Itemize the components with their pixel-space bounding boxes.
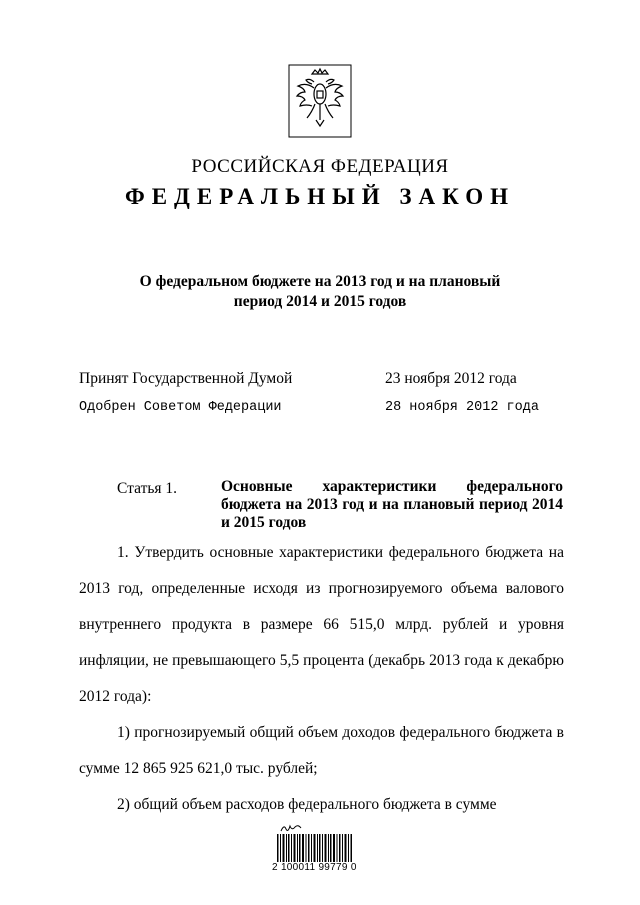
law-title-line-2: период 2014 и 2015 годов bbox=[233, 293, 407, 310]
article-number: Статья 1. bbox=[117, 480, 178, 497]
document-type: ФЕДЕРАЛЬНЫЙ ЗАКОН bbox=[124, 184, 516, 209]
barcode-number: 2 100011 99779 0 bbox=[272, 862, 357, 873]
law-title bbox=[100, 272, 540, 312]
coat-of-arms-emblem bbox=[288, 64, 352, 138]
article-title: Основные характеристики федерального бюджета на 2013 год и на плановый период 2014 и 2015 годов bbox=[221, 478, 563, 531]
duma-adoption-date: 23 ноября 2012 года bbox=[385, 370, 517, 387]
body-paragraph-1: 1. Утвердить основные характеристики федерального бюджета на 2013 год, определенные исходя из прогнозируемого объема валового внутреннего продукта в размере 66 515,0 млрд. рублей и уровня инфляции, не превышающего 5,5 процента (декабрь 2013 года к декабрю 2012 года): bbox=[79, 544, 564, 705]
signature-mark bbox=[279, 822, 303, 834]
country-name: РОССИЙСКАЯ ФЕДЕРАЦИЯ bbox=[191, 156, 449, 177]
council-approval-date: 28 ноября 2012 года bbox=[385, 400, 539, 415]
article-body bbox=[79, 535, 564, 823]
body-paragraph-2: 1) прогнозируемый общий объем доходов федерального бюджета в сумме 12 865 925 621,0 тыс. рублей; bbox=[79, 724, 564, 777]
duma-adoption-label: Принят Государственной Думой bbox=[79, 370, 293, 387]
council-approval-label: Одобрен Советом Федерации bbox=[79, 400, 282, 415]
law-title-line-1: О федеральном бюджете на 2013 год и на плановый bbox=[139, 273, 501, 290]
barcode bbox=[277, 834, 353, 862]
body-paragraph-3: 2) общий объем расходов федерального бюджета в сумме bbox=[117, 796, 497, 813]
